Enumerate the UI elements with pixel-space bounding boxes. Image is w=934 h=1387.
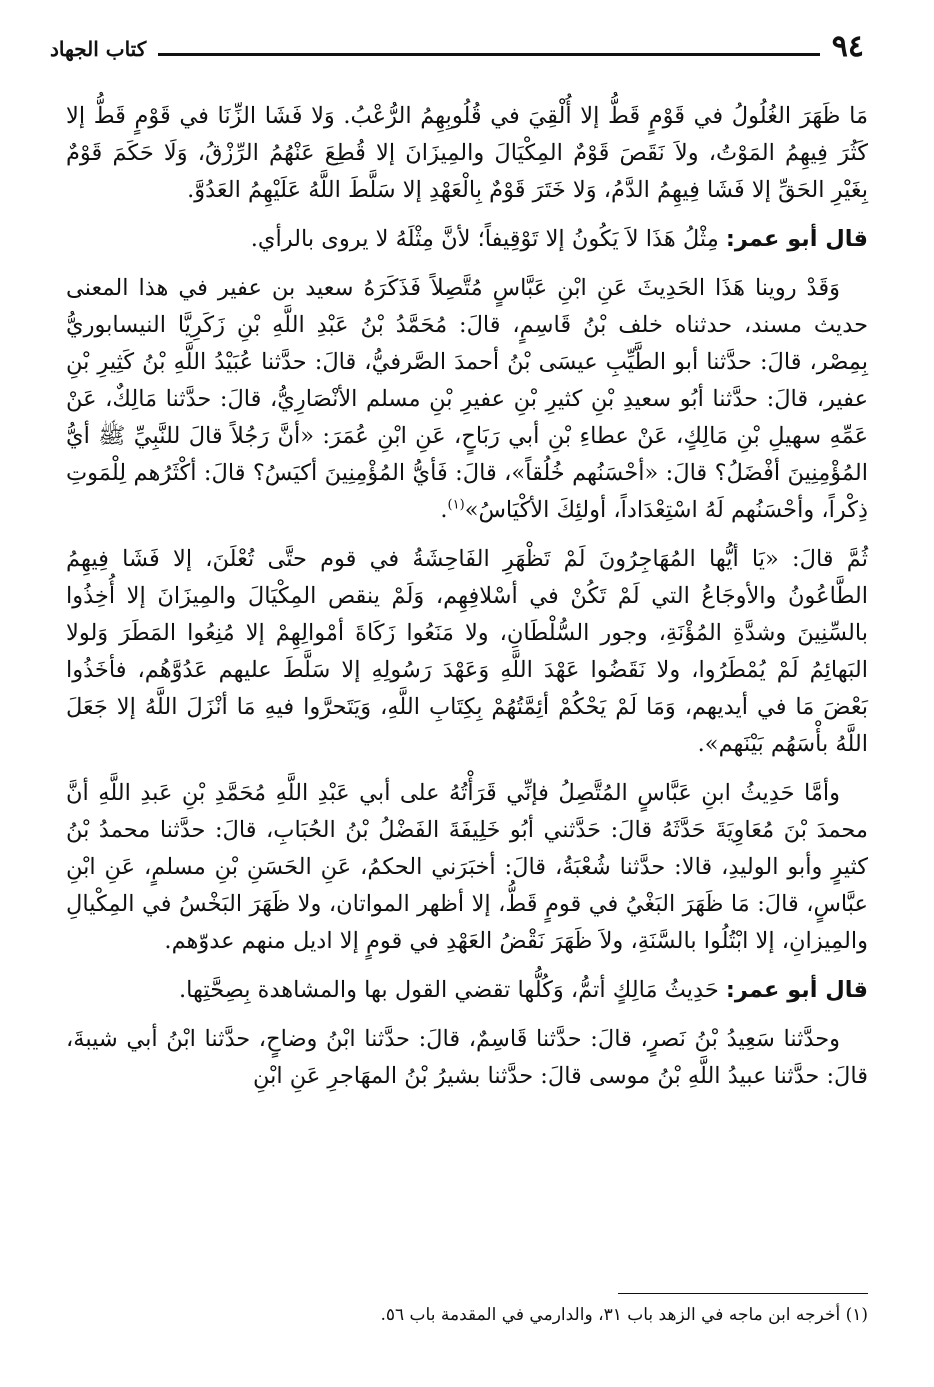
paragraph-text: وحدَّثنا سَعِيدُ بْنُ نَصرٍ، قالَ: حدَّثنا قَاسِمٌ، قالَ: حدَّثنا ابْنُ وضاحٍ، حدَّثنا ابْنُ أبي شيبةَ، قالَ: حدَّثنا عبيدُ اللَّهِ بْنُ موسى قالَ: حدَّثنا بشيرُ بْنُ المهَاجرِ عَنِ ابْنِ — [66, 1026, 868, 1089]
footnote-divider — [618, 1293, 868, 1294]
speaker-label: قال أبو عمر: — [725, 977, 868, 1003]
paragraph-text: مَا ظَهَرَ الغُلُولُ في قَوْمٍ قَطُّ إلا أُلْقِيَ في قُلُوبِهِمُ الرُّعْبُ. وَلا فَشَا الزِّنَا في قَوْمٍ قَطُّ إلا كَثُرَ فِيهِمُ المَوْتُ، ولاَ نَقَصَ قَوْمٌ المِكْيَالَ والمِيزَانَ إلا قُطِعَ عَنْهُمُ الرِّزْقُ، وَلَا حَكَمَ قَوْمٌ بِغَيْرِ الحَقِّ إلا فَشَا فِيهِمُ الدَّمُ، وَلا خَتَرَ قَوْمٌ بِالْعَهْدِ إلا سَلَّطَ اللَّهُ عَلَيْهِمُ العَدُوَّ. — [66, 103, 868, 203]
paragraph-3: وَقَدْ روينا هَذَا الحَدِيثَ عَنِ ابْنِ عَبَّاسٍ مُتَّصِلاً فَذَكَرَهُ سعيد بن عفير في هذا المعنى حديث مسند، حدثناه خلف بْنُ قَاسِمٍ، قالَ: مُحَمَّدُ بْنُ عَبْدِ اللَّهِ بْنِ زَكَرِيَّا النيسابوريُّ بِمِصْر، قالَ: حدَّثنا أبو الطَّيِّبِ عيسَى بْنُ أحمدَ الصَّرفيُّ، قالَ: حدَّثنا عُبَيْدُ اللَّهِ بْنُ كَثِيرِ بْنِ عفير، قالَ: حدَّثنا أبُو سعيدِ بْنِ كثيرِ بْنِ عفيرِ بْنِ مسلم الأنْصَارِيُّ، قالَ: حدَّثنا مَالِكٌ، عَنْ عَمِّهِ سهيلِ بْنِ مَالِكٍ، عَنْ عطاءِ بْنِ أبي رَبَاحٍ، عَنِ ابْنِ عُمَرَ: «أنَّ رَجُلاً قالَ للنَّبِيِّ ﷺ أيُّ المُؤْمِنِينَ أفْضَلُ؟ قالَ: «أحْسَنُهم خُلُقاً»، قالَ: فَأيُّ المُؤْمِنِينَ أكيَسُ؟ قالَ: أكْثَرُهم لِلْمَوتِ ذِكْراً، وأحْسَنُهم لَهُ اسْتِعْدَاداً، أولئِكَ الأكْيَاسُ»$^{(١)}$. — [66, 275, 868, 523]
paragraph-6 — [66, 972, 868, 1009]
paragraph-text: مِثْلُ هَذَا لاَ يَكُونُ إلا تَوْقِيفاً؛ لأنَّ مِثْلَهُ لا يروى بالرأي. — [250, 226, 719, 252]
book-title: كتاب الجهاد — [50, 37, 147, 61]
paragraph-4 — [66, 541, 868, 763]
footnote: (١) أخرجه ابن ماجه في الزهد باب ٣١، والدارمي في المقدمة باب ٥٦. — [380, 1305, 868, 1325]
paragraph-text: ثُمَّ قالَ: «يَا أيُّها المُهَاجِرُونَ لَمْ تَظْهَرِ الفَاحِشَةُ في قوم حتَّى تُعْلَنَ، إلا فَشَا فِيهِمُ الطَّاعُونُ والأوجَاعُ التي لَمْ تَكُنْ في أسْلافِهِم، وَلَمْ ينقص المِكْيَالَ والمِيزَانَ إلا أُخِذُوا بالسِّنِينَ وشدَّةِ المُؤْنَةِ، وجور السُّلْطَانِ، ولا مَنَعُوا زَكَاةَ أمْوالِهِمْ إلا مُنِعُوا المَطَرَ وَلولا البَهائِمُ لَمْ يُمْطَرُوا، ولا نَقَضُوا عَهْدَ اللَّهِ وَعَهْدَ رَسُولِهِ إلا سَلَّطَ عليهم عَدُوَّهُم، فأخَذُوا بَعْضَ مَا في أيديهم، وَمَا لَمْ يَحْكُمْ أئِمَّتُهُمْ بِكِتَابِ اللَّهِ، وَيَتَحرَّوا فيهِ مَا أنْزَلَ اللَّهُ إلا جَعَلَ اللَّهُ بأْسَهُم بَيْنَهم». — [66, 546, 869, 757]
page-header — [50, 28, 864, 62]
paragraph-7 — [66, 1021, 868, 1095]
speaker-label: قال أبو عمر: — [725, 226, 868, 252]
paragraph-1 — [66, 98, 868, 209]
header-rule — [158, 53, 820, 56]
paragraph-2 — [66, 221, 868, 258]
page-number: ٩٤ — [831, 29, 864, 64]
paragraph-text: وأمَّا حَدِيثُ ابنِ عَبَّاسٍ المُتَّصِلُ فإنِّي قَرَأْتُهُ على أبي عَبْدِ اللَّهِ مُحَمَّدِ بْنِ عَبدِ اللَّهِ أنَّ محمدَ بْنَ مُعَاوِيَةَ حَدَّثَهُ قالَ: حَدَّثني أبُو خَلِيفَةَ الفَضْلُ بْنُ الحُبَابِ، قالَ: حدَّثنا محمدُ بْنُ كثيرٍ وأبو الوليدِ، قالا: حدَّثنا شُعْبَةُ، قالَ: أخبَرَني الحكمُ، عَنِ الحَسَنِ بْنِ مسلمٍ، عَنِ ابْنِ عبَّاسٍ، قالَ: مَا ظَهَرَ البَغْيُ في قومٍ قَطُّ، إلا أظهر المواتان، ولا ظَهَرَ البَخْسُ في المِكْيالِ والمِيزانِ، إلا ابْتُلُوا بالسَّنَةِ، ولاَ ظَهَرَ نَقْضُ العَهْدِ في قومٍ إلا اديل منهم عدوّهم. — [66, 780, 868, 954]
footnote-ref: (١) — [447, 497, 465, 513]
paragraph-text: وَقَدْ روينا هَذَا الحَدِيثَ عَنِ ابْنِ عَبَّاسٍ مُتَّصِلاً فَذَكَرَهُ سعيد بن عفير في هذا المعنى حديث مسند، حدثناه خلف بْنُ قَاسِمٍ، قالَ: مُحَمَّدُ بْنُ عَبْدِ اللَّهِ بْنِ زَكَرِيَّا النيسابوريُّ بِمِصْر، قالَ: حدَّثنا أبو الطَّيِّبِ عيسَى بْنُ أحمدَ الصَّرفيُّ، قالَ: حدَّثنا عُبَيْدُ اللَّهِ بْنُ كَثِيرِ بْنِ عفير، قالَ: حدَّثنا أبُو سعيدِ بْنِ كثيرِ بْنِ عفيرِ بْنِ مسلم الأنْصَارِيُّ، قالَ: حدَّثنا مَالِكٌ، عَنْ عَمِّهِ سهيلِ بْنِ مَالِكٍ، عَنْ عطاءِ بْنِ أبي رَبَاحٍ، عَنِ ابْنِ عُمَرَ: «أنَّ رَجُلاً قالَ للنَّبِيِّ ﷺ أيُّ المُؤْمِنِينَ أفْضَلُ؟ قالَ: «أحْسَنُهم خُلُقاً»، قالَ: فَأيُّ المُؤْمِنِينَ أكيَسُ؟ قالَ: أكْثَرُهم لِلْمَوتِ ذِكْراً، وأحْسَنُهم لَهُ اسْتِعْدَاداً، أولئِكَ الأكْيَاسُ» — [66, 275, 868, 523]
paragraph-5 — [66, 775, 868, 960]
paragraph-text: حَدِيثُ مَالِكٍ أتمُّ، وَكُلُّها تقضي القول بها والمشاهدة بِصِحَّتِها. — [179, 977, 719, 1003]
main-text — [66, 98, 868, 1107]
